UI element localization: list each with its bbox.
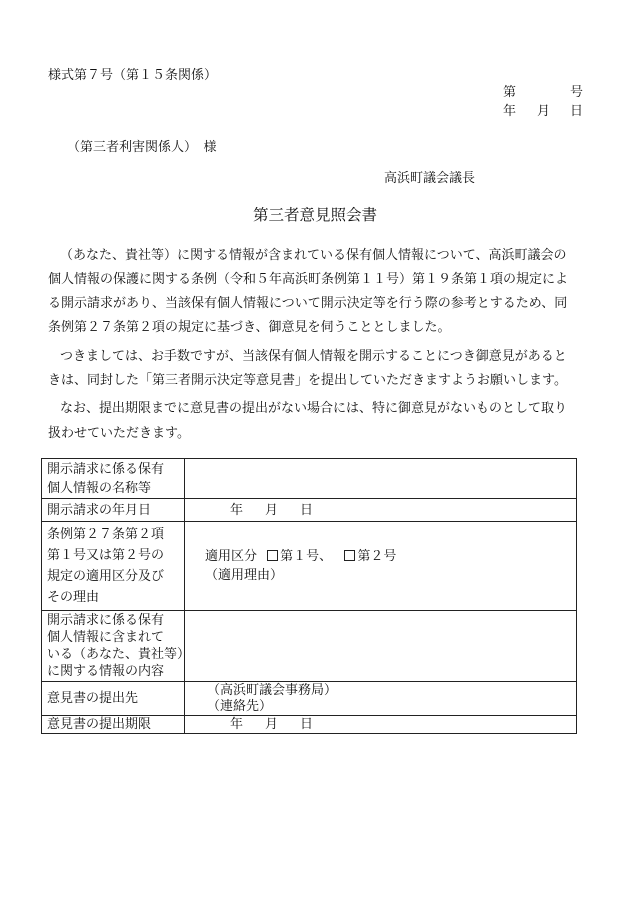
cell-request-date-label: 開示請求の年月日 <box>42 499 185 522</box>
addressee: （第三者利害関係人） 様 <box>67 140 217 155</box>
contact-label: （連絡先） <box>207 698 273 714</box>
table-row <box>42 499 577 522</box>
cell-info-content-value <box>185 611 577 682</box>
body-line: 個人情報の保護に関する条例（令和５年高浜町条例第１１号）第１９条第１項の規定によ <box>48 272 569 287</box>
cell-info-content-label: 開示請求に係る保有 個人情報に含まれて いる（あなた、貴社等） に関する情報の内容 <box>42 611 185 682</box>
body-line: きは、同封した「第三者開示決定等意見書」を提出していただきますようお願いします。 <box>48 373 567 388</box>
office-name: （高浜町議会事務局） <box>207 682 338 698</box>
info-table <box>41 458 577 734</box>
table-row <box>42 459 577 499</box>
body-line: （あなた、貴社等）に関する情報が含まれている保有個人情報について、高浜町議会の <box>60 248 567 263</box>
cell-submission-to-label: 意見書の提出先 <box>42 682 185 716</box>
cell-request-date-value: 年 月 日 <box>185 499 577 522</box>
form-number: 様式第７号（第１５条関係） <box>48 68 218 83</box>
cell-category-label: 条例第２７条第２項 第１号又は第２号の 規定の適用区分及び その理由 <box>42 522 185 611</box>
cell-requested-info-value <box>185 459 577 499</box>
cell-deadline-label: 意見書の提出期限 <box>42 716 185 734</box>
table-row <box>42 682 577 716</box>
sender: 高浜町議会議長 <box>384 171 476 186</box>
body-line: 条例第２７条第２項の規定に基づき、御意見を伺うこととしました。 <box>48 320 451 335</box>
date-year: 年 <box>503 104 517 119</box>
table-row <box>42 611 577 682</box>
number-suffix: 号 <box>569 85 583 100</box>
date-day: 日 <box>569 104 583 119</box>
number-prefix: 第 <box>503 85 517 100</box>
cell-deadline-value: 年 月 日 <box>185 716 577 734</box>
table-row <box>42 522 577 611</box>
cell-category-value <box>185 522 577 611</box>
date-month: 月 <box>537 104 551 119</box>
option1-label: 第１号、 <box>280 549 333 564</box>
checkbox-option1[interactable] <box>267 550 278 561</box>
reason-label: （適用理由） <box>205 568 284 583</box>
category-label: 適用区分 <box>205 549 258 564</box>
body-line: つきましては、お手数ですが、当該保有個人情報を開示することにつき御意見があると <box>60 349 567 364</box>
body-line: なお、提出期限までに意見書の提出がない場合には、特に御意見がないものとして取り <box>60 401 568 416</box>
cell-submission-to-value <box>185 682 577 716</box>
cell-requested-info-label: 開示請求に係る保有 個人情報の名称等 <box>42 459 185 499</box>
checkbox-option2[interactable] <box>344 550 355 561</box>
body-line: る開示請求があり、当該保有個人情報について開示決定等を行う際の参考とするため、同 <box>48 296 568 311</box>
document-title: 第三者意見照会書 <box>252 206 377 224</box>
option2-label: 第２号 <box>357 549 397 564</box>
table-row <box>42 716 577 734</box>
body-line: 扱わせていただきます。 <box>48 426 190 441</box>
